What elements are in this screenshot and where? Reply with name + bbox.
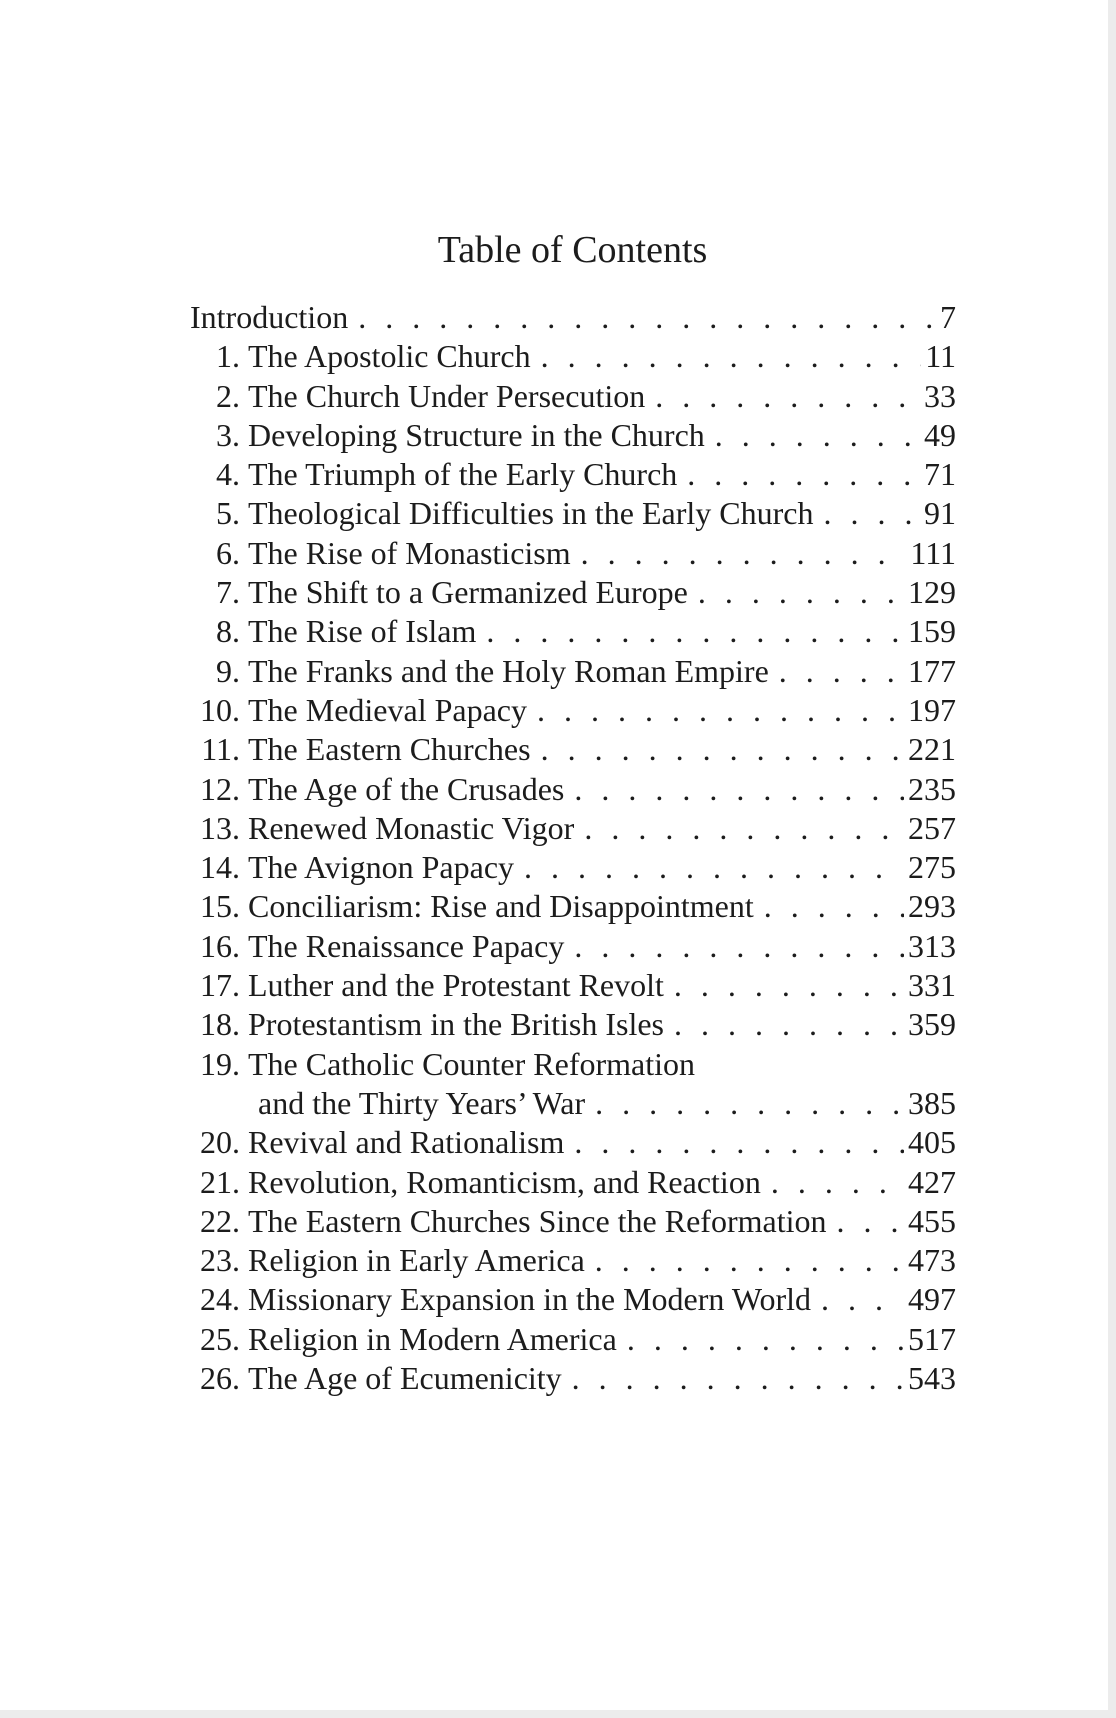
toc-entry (190, 455, 956, 494)
toc-entry-number: 9. (216, 652, 240, 689)
toc-entry (190, 494, 956, 533)
dot-leader (836, 1202, 904, 1241)
dot-leader (821, 1280, 904, 1319)
toc-entry (190, 612, 956, 651)
toc-entry-number: 3. (216, 416, 240, 453)
toc-entry (190, 809, 956, 848)
dot-leader (572, 1359, 904, 1398)
toc-entry-label: The Medieval Papacy (248, 691, 527, 728)
toc-entry-label: The Age of Ecumenicity (248, 1360, 562, 1397)
toc-entry (190, 887, 956, 926)
toc-entry (190, 1280, 956, 1319)
dot-leader (486, 612, 904, 651)
toc-entry-page: 497 (908, 1281, 956, 1318)
dot-leader (358, 298, 936, 337)
toc-entry-label: Revolution, Romanticism, and Reaction (248, 1163, 761, 1200)
toc-entry (190, 1163, 956, 1202)
toc-entry-label: Religion in Modern America (248, 1320, 617, 1357)
toc-entry-page: 11 (925, 338, 956, 375)
toc-entry-page: 517 (908, 1320, 956, 1357)
dot-leader (537, 691, 904, 730)
toc-entry-number: 4. (216, 456, 240, 493)
dot-leader (771, 1163, 904, 1202)
toc-entry-label: The Church Under Persecution (248, 377, 646, 414)
dot-leader (655, 377, 920, 416)
toc-entry (190, 770, 956, 809)
dot-leader (764, 887, 904, 926)
dot-leader (779, 652, 904, 691)
toc-entry (190, 1123, 956, 1162)
toc-entry-number: 19. (200, 1045, 240, 1082)
toc-entry-page: 221 (908, 731, 956, 768)
toc-entry (190, 1320, 956, 1359)
toc-entry (190, 573, 956, 612)
toc-entry-label: The Triumph of the Early Church (248, 456, 678, 493)
toc-entry-label: The Shift to a Germanized Europe (248, 574, 688, 611)
toc-entry-page: 91 (924, 495, 956, 532)
toc-entry-number: 25. (200, 1320, 240, 1357)
toc-entry-page: 7 (940, 299, 956, 335)
dot-leader (541, 730, 904, 769)
toc-entry (190, 1045, 956, 1084)
toc-entry-number: 13. (200, 809, 240, 846)
toc-entry (190, 691, 956, 730)
toc-entry-page: 71 (924, 456, 956, 493)
toc-entry (190, 927, 956, 966)
toc-entry-number: 20. (200, 1124, 240, 1161)
dot-leader (574, 770, 904, 809)
toc-entry-number: 1. (216, 338, 240, 375)
toc-entry (190, 652, 956, 691)
dot-leader (823, 494, 920, 533)
toc-entry-page: 177 (908, 652, 956, 689)
toc-entry-number: 6. (216, 534, 240, 571)
toc-entry (190, 966, 956, 1005)
toc-entry-label: The Catholic Counter Reformation (248, 1045, 695, 1082)
toc-entry (190, 534, 956, 573)
toc-entry-number: 26. (200, 1360, 240, 1397)
page-title: Table of Contents (437, 229, 708, 271)
toc-entry-page: 543 (908, 1360, 956, 1397)
toc-entry-label: Theological Difficulties in the Early Church (248, 495, 814, 532)
toc-entry-number: 24. (200, 1281, 240, 1318)
toc-entry-page: 331 (908, 967, 956, 1004)
dot-leader (574, 927, 904, 966)
toc-entry-number: 18. (200, 1006, 240, 1043)
toc-entry-label: Introduction (190, 299, 349, 335)
toc-entry (190, 1202, 956, 1241)
toc-entry-label: Protestantism in the British Isles (248, 1006, 664, 1043)
toc-entry-label: The Age of the Crusades (248, 770, 565, 807)
toc-entry-label: The Renaissance Papacy (248, 927, 565, 964)
toc-entry-number: 5. (216, 495, 240, 532)
dot-leader (581, 534, 907, 573)
dot-leader (524, 848, 904, 887)
toc-entry-page: 235 (908, 770, 956, 807)
table-of-contents (190, 298, 956, 1398)
toc-entry (190, 1359, 956, 1398)
toc-entry-page: 111 (910, 534, 956, 571)
toc-entry-number: 21. (200, 1163, 240, 1200)
toc-entry-number: 2. (216, 377, 240, 414)
toc-entry-label: The Rise of Islam (248, 613, 477, 650)
toc-entry (190, 377, 956, 416)
toc-entry-page: 405 (908, 1124, 956, 1161)
toc-entry-number: 8. (216, 613, 240, 650)
toc-entry-label: Conciliarism: Rise and Disappointment (248, 888, 754, 925)
toc-entry-continuation: and the Thirty Years’ War (258, 1084, 586, 1121)
toc-entry-label: Religion in Early America (248, 1242, 585, 1279)
toc-entry-label: The Eastern Churches Since the Reformation (248, 1202, 827, 1239)
toc-entry-number: 7. (216, 574, 240, 611)
toc-entry (190, 337, 956, 376)
toc-entry-number: 16. (200, 927, 240, 964)
dot-leader (687, 455, 920, 494)
toc-entry (190, 298, 956, 337)
dot-leader (595, 1241, 904, 1280)
toc-entry-number: 15. (200, 888, 240, 925)
toc-entry-page: 33 (924, 377, 956, 414)
toc-entry-page: 427 (908, 1163, 956, 1200)
toc-entry-label: The Rise of Monasticism (248, 534, 571, 571)
toc-entry-label: The Avignon Papacy (248, 849, 515, 886)
toc-entry (190, 1005, 956, 1044)
toc-entry-label: Luther and the Protestant Revolt (248, 967, 664, 1004)
dot-leader (627, 1320, 904, 1359)
toc-entry-label: Renewed Monastic Vigor (248, 809, 575, 846)
toc-entry (190, 416, 956, 455)
toc-entry-number: 23. (200, 1242, 240, 1279)
toc-entry-page: 275 (908, 849, 956, 886)
toc-entry-page: 293 (908, 888, 956, 925)
toc-entry-page: 129 (908, 574, 956, 611)
toc-entry-label: Missionary Expansion in the Modern World (248, 1281, 811, 1318)
dot-leader (674, 1005, 904, 1044)
dot-leader (541, 337, 922, 376)
dot-leader (574, 1123, 904, 1162)
toc-entry-continuation-line (190, 1084, 956, 1123)
toc-entry-page: 359 (908, 1006, 956, 1043)
toc-entry-label: The Franks and the Holy Roman Empire (248, 652, 769, 689)
toc-entry-number: 17. (200, 967, 240, 1004)
toc-entry-page: 197 (908, 691, 956, 728)
toc-entry-page: 313 (908, 927, 956, 964)
dot-leader (595, 1084, 904, 1123)
toc-entry-page: 159 (908, 613, 956, 650)
dot-leader (584, 809, 904, 848)
toc-entry (190, 730, 956, 769)
toc-entry-page: 49 (924, 416, 956, 453)
toc-entry-page: 455 (908, 1202, 956, 1239)
toc-entry-number: 11. (201, 731, 240, 768)
toc-entry (190, 848, 956, 887)
toc-entry-label: Revival and Rationalism (248, 1124, 565, 1161)
toc-entry-label: The Eastern Churches (248, 731, 531, 768)
toc-entry-label: The Apostolic Church (248, 338, 531, 375)
toc-entry-page: 257 (908, 809, 956, 846)
dot-leader (715, 416, 920, 455)
toc-entry-number: 22. (200, 1202, 240, 1239)
toc-entry-number: 14. (200, 849, 240, 886)
toc-entry-page: 385 (908, 1084, 956, 1121)
dot-leader (698, 573, 904, 612)
toc-entry-label: Developing Structure in the Church (248, 416, 705, 453)
toc-entry-number: 10. (200, 691, 240, 728)
dot-leader (674, 966, 904, 1005)
toc-entry (190, 1241, 956, 1280)
toc-entry-number: 12. (200, 770, 240, 807)
toc-entry-page: 473 (908, 1242, 956, 1279)
